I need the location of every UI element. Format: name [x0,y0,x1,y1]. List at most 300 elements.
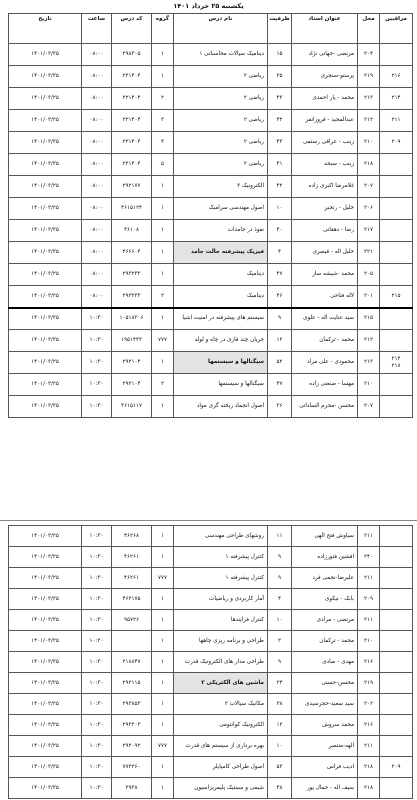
hall-cell: ۲۱۱ [358,610,380,631]
rooms-cell [380,132,413,154]
course-cell: ریاضی ۲ [174,154,268,176]
room-value: ۲۰۹ [391,139,401,145]
teacher-cell: زینب - عراقی رستمی [292,132,358,154]
hall-cell: ۲۲۱ [358,242,380,264]
time-cell: ۱۰:۳۰ [82,778,112,799]
capacity-cell: ۳۸ [268,694,292,715]
hall-cell: ۲۱۲ [358,110,380,132]
table-row [9,568,413,589]
room-value: ۲۱۱ [391,117,401,123]
rooms-cell [380,110,413,132]
rooms-cell [380,220,413,242]
hall-cell: ۲۱۸ [358,154,380,176]
group-cell: ۱ [152,631,174,652]
header-group: گروه [152,14,174,44]
code-cell: ۲۲۱۴۰۴ [112,110,152,132]
rooms-cell [380,308,413,330]
group-cell: ۴ [152,132,174,154]
hall-cell: ۲۰۵ [358,264,380,286]
code-cell: ۴۶۱۵۱۱۷ [112,396,152,418]
hall-cell: ۲۱۱ [358,526,380,547]
capacity-cell: ۱۰ [268,610,292,631]
table-header [9,14,413,44]
capacity-cell: ۴ [268,242,292,264]
course-cell: روشهای طراحی مهندسی [174,526,268,547]
hall-cell: ۲۰۷ [358,396,380,418]
teacher-cell: افشین فتورزاده [292,547,358,568]
code-cell: ۲۹۲۰۹۲ [112,736,152,757]
group-cell: ۱ [152,44,174,66]
group-cell: ۱ [152,66,174,88]
table-row [9,547,413,568]
hall-cell: ۲۱۹ [358,66,380,88]
exam-table-1 [8,13,413,418]
time-cell: ۱۰:۳۰ [82,396,112,418]
code-cell: ۲۹۳۳۰۳ [112,715,152,736]
hall-cell: ۲۱۳ [358,352,380,374]
hall-cell: ۲۱۸ [358,778,380,799]
rooms-cell [380,154,413,176]
hall-cell: ۲۰۹ [358,589,380,610]
time-cell: ۱۰:۳۰ [82,374,112,396]
table-row [9,652,413,673]
course-cell: شیمی و سینتیک پلیمریزاسیون [174,778,268,799]
date-cell: ۱۴۰۱/۰۳/۲۵ [9,176,82,198]
date-cell: ۱۴۰۱/۰۳/۲۵ [9,396,82,418]
rooms-cell [380,631,413,652]
header-hall: محل [358,14,380,44]
time-cell: ۱۰:۳۰ [82,652,112,673]
date-cell: ۱۴۰۱/۰۳/۲۵ [9,110,82,132]
time-cell: ۱۰:۳۰ [82,547,112,568]
room-value: ۲۱۶ [391,73,401,79]
group-cell: ۱ [152,673,174,694]
room-value: ۲۱۸ [391,362,401,369]
header-date: تاریخ [9,14,82,44]
code-cell: ۲۲۱۴۰۴ [112,66,152,88]
hall-cell: ۲۰۱ [358,286,380,308]
course-cell: ریاضی ۲ [174,132,268,154]
teacher-cell: مرتضی - مرادی [292,610,358,631]
date-cell: ۱۴۰۱/۰۳/۲۵ [9,308,82,330]
time-cell: ۱۰:۳۰ [82,631,112,652]
group-cell: ۱ [152,352,174,374]
rooms-cell [380,330,413,352]
code-cell: ۲۹۳۸ [112,778,152,799]
page-gap [0,484,417,520]
capacity-cell: ۵۲ [268,352,292,374]
capacity-cell: ۲۴ [268,673,292,694]
code-cell: ۲۹۲۱۱۵ [112,673,152,694]
rooms-cell [380,673,413,694]
rooms-cell [380,286,413,308]
time-cell: ۰۸:۰۰ [82,66,112,88]
capacity-cell: ۴۸ [268,778,292,799]
time-cell: ۱۰:۳۰ [82,757,112,778]
teacher-cell: رضا - دهقانی [292,220,358,242]
course-cell: طراحی و برنامه ریزی چاهها [174,631,268,652]
group-cell: ۱ [152,694,174,715]
rooms-cell [380,610,413,631]
teacher-cell: سید سعید-حجرسیدی [292,694,358,715]
table-row [9,286,413,308]
teacher-cell: خلیل اله - قیصری [292,242,358,264]
date-cell: ۱۴۰۱/۰۳/۲۵ [9,374,82,396]
group-cell: ۳ [152,110,174,132]
course-cell: مکانیک سیالات ۲ [174,694,268,715]
table-row [9,526,413,547]
table-row [9,220,413,242]
teacher-cell: مهسا - صنعتی زاده [292,374,358,396]
code-cell: ۲۲۱۴۰۴ [112,154,152,176]
header-capacity: ظرفیت [268,14,292,44]
date-cell: ۱۴۰۱/۰۳/۲۵ [9,526,82,547]
course-cell: ریاضی ۲ [174,88,268,110]
course-cell: الکترونیک کوانتومی [174,715,268,736]
time-cell: ۱۰:۳۰ [82,736,112,757]
table-row [9,110,413,132]
code-cell: ۴۶۲۶۱ [112,547,152,568]
date-cell: ۱۴۰۱/۰۳/۲۵ [9,330,82,352]
capacity-cell: ۳۶ [268,396,292,418]
capacity-cell: ۴۱ [268,154,292,176]
course-cell: اصول طراحی کامپایلر [174,757,268,778]
time-cell: ۱۰:۳۰ [82,330,112,352]
group-cell: ۱ [152,610,174,631]
capacity-cell: ۱۵ [268,44,292,66]
course-cell: نفوذ در جامدات [174,220,268,242]
rooms-cell [380,568,413,589]
teacher-cell: محمودی - علی مراد [292,352,358,374]
date-cell: ۱۴۰۱/۰۳/۲۵ [9,757,82,778]
table-row [9,673,413,694]
rooms-cell [380,778,413,799]
hall-cell: ۲۱۷ [358,220,380,242]
group-cell: ۱ [152,242,174,264]
exam-table-2 [8,525,413,799]
group-cell: ۱ [152,176,174,198]
course-cell: ریاضی ۲ [174,66,268,88]
table-row [9,757,413,778]
group-cell: ۵ [152,154,174,176]
time-cell: ۱۰:۳۰ [82,673,112,694]
room-value: ۲۱۵ [391,292,401,299]
group-cell: ۱ [152,652,174,673]
group-cell: ۷۷۷ [152,330,174,352]
code-cell: ۴۶۶۶۰۴ [112,242,152,264]
code-cell: ۲۲۱۴۰۴ [112,132,152,154]
capacity-cell: ۹ [268,652,292,673]
course-cell: کنترل فرایندها [174,610,268,631]
code-cell: ۹۵۷۲۶ [112,610,152,631]
teacher-cell: سید عنایت اله - علوی [292,308,358,330]
capacity-cell: ۴۳ [268,132,292,154]
hall-cell: ۲۱۸ [358,757,380,778]
rooms-cell [380,736,413,757]
teacher-cell: خلیل - رنجبر [292,198,358,220]
code-cell: ۴۶۲۱۷۵ [112,589,152,610]
teacher-cell: الهه-منتصر [292,736,358,757]
capacity-cell: ۴۲ [268,176,292,198]
capacity-cell: ۹ [268,308,292,330]
code-cell: ۲۹۳۸۵۳ [112,694,152,715]
course-cell: بهره برداری از سیستم های قدرت [174,736,268,757]
date-cell: ۱۴۰۱/۰۳/۲۵ [9,44,82,66]
teacher-cell: بابک - نیکوی [292,589,358,610]
time-cell: ۰۸:۰۰ [82,132,112,154]
rooms-cell [380,652,413,673]
code-cell: ۲۲۱۴۰۴ [112,88,152,110]
course-cell: سیگنالها و سیستمها [174,352,268,374]
capacity-cell: ۲ [268,631,292,652]
page-title: یکشنبه ۲۵ خرداد ۱۴۰۱ [173,2,244,10]
rooms-cell [380,176,413,198]
teacher-cell: غلامرضا اکبری زاده [292,176,358,198]
hall-cell: ۲۱۱ [358,568,380,589]
group-cell: ۱ [152,757,174,778]
time-cell: ۱۰:۳۰ [82,715,112,736]
date-cell: ۱۴۰۱/۰۳/۲۵ [9,352,82,374]
time-cell: ۱۰:۳۰ [82,526,112,547]
table-row [9,352,413,374]
code-cell: ۲۹۳۲۳۳ [112,264,152,286]
date-cell: ۱۴۰۱/۰۳/۲۵ [9,132,82,154]
group-cell: ۱ [152,220,174,242]
time-cell: ۰۸:۰۰ [82,220,112,242]
date-cell: ۱۴۰۱/۰۳/۲۵ [9,220,82,242]
time-cell: ۰۸:۰۰ [82,176,112,198]
time-cell: ۱۰:۳۰ [82,352,112,374]
date-cell: ۱۴۰۱/۰۳/۲۵ [9,242,82,264]
header-time: ساعت [82,14,112,44]
group-cell: ۲ [152,374,174,396]
hall-cell: ۲۱۹ [358,673,380,694]
table-row [9,778,413,799]
course-cell: ماشین های الکتریکی ۲ [174,673,268,694]
hall-cell: ۲۱۵ [358,308,380,330]
date-cell: ۱۴۰۱/۰۳/۲۵ [9,736,82,757]
date-cell: ۱۴۰۱/۰۳/۲۵ [9,652,82,673]
course-cell: فیزیک پیشرفته حالت جامد [174,242,268,264]
rooms-cell [380,396,413,418]
course-cell: ریاضی ۲ [174,110,268,132]
rooms-cell [380,242,413,264]
code-cell [112,631,152,652]
course-cell: دینامیک [174,286,268,308]
hall-cell: ۲۰۴ [358,44,380,66]
table-row [9,44,413,66]
date-cell: ۱۴۰۱/۰۳/۲۵ [9,547,82,568]
date-cell: ۱۴۰۱/۰۳/۲۵ [9,673,82,694]
capacity-cell: ۴۰ [268,220,292,242]
hall-cell: ۲۴۰ [358,547,380,568]
table-row [9,374,413,396]
course-cell: سیگنالها و سیستمها [174,374,268,396]
date-cell: ۱۴۰۱/۰۳/۲۵ [9,154,82,176]
table-row [9,610,413,631]
capacity-cell: ۴۲ [268,110,292,132]
exam-schedule-page-2 [0,520,417,800]
course-cell: سیستم های پیشرفته در امنیت اشیا [174,308,268,330]
table-row [9,264,413,286]
capacity-cell: ۴ [268,589,292,610]
hall-cell: ۲۰۶ [358,198,380,220]
group-cell: ۱ [152,396,174,418]
hall-cell: ۲۱۶ [358,652,380,673]
capacity-cell: ۴۷ [268,264,292,286]
date-cell: ۱۴۰۱/۰۳/۲۵ [9,286,82,308]
hall-cell: ۲۱۲ [358,330,380,352]
table-row [9,88,413,110]
room-value: ۲۰۹ [391,763,401,770]
code-cell: ۷۷۲۲۶۰ [112,757,152,778]
time-cell: ۱۰:۳۰ [82,568,112,589]
date-cell: ۱۴۰۱/۰۳/۲۵ [9,694,82,715]
time-cell: ۱۰:۳۰ [82,589,112,610]
time-cell: ۰۸:۰۰ [82,264,112,286]
course-cell: کنترل پیشرفته ۱ [174,547,268,568]
rooms-cell [380,44,413,66]
table-row [9,66,413,88]
teacher-cell: محمد سروش [292,715,358,736]
group-cell: ۱ [152,198,174,220]
date-cell: ۱۴۰۱/۰۳/۲۵ [9,631,82,652]
date-cell: ۱۴۰۱/۰۳/۲۵ [9,568,82,589]
teacher-cell: زینب - سبحه [292,154,358,176]
table-row [9,154,413,176]
code-cell: ۲۹۳۲۳۳ [112,286,152,308]
teacher-cell: لاله فتاحی [292,286,358,308]
capacity-cell: ۲۵ [268,66,292,88]
code-cell: ۴۶۲۶۱ [112,568,152,589]
teacher-cell: محمد - یار احمدی [292,88,358,110]
group-cell: ۱ [152,526,174,547]
course-cell: دینامیک سیالات محاسباتی ۱ [174,44,268,66]
header-course: نام درس [174,14,268,44]
teacher-cell: عبدالمجید - فروزانفر [292,110,358,132]
hall-cell: ۲۱۰ [358,631,380,652]
table-row [9,198,413,220]
teacher-cell: محمد -شیشه ساز [292,264,358,286]
table-row [9,330,413,352]
capacity-cell: ۴۷ [268,374,292,396]
date-cell: ۱۴۰۱/۰۳/۲۵ [9,66,82,88]
date-cell: ۱۴۰۱/۰۳/۲۵ [9,778,82,799]
capacity-cell: ۱۰ [268,198,292,220]
rooms-cell [380,264,413,286]
rooms-cell [380,88,413,110]
code-cell: ۴۶۲۶۸ [112,526,152,547]
capacity-cell: ۱۲ [268,715,292,736]
header-teacher: عنوان استاد [292,14,358,44]
teacher-cell: مرتضی -جهانی نژاد [292,44,358,66]
table-row [9,631,413,652]
code-cell: ۲۹۸۳۰۵ [112,44,152,66]
capacity-cell: ۴۶ [268,286,292,308]
teacher-cell: محمد - ترکمان [292,330,358,352]
group-cell: ۱ [152,715,174,736]
group-cell: ۱ [152,589,174,610]
capacity-cell: ۴۳ [268,88,292,110]
rooms-cell [380,374,413,396]
date-cell: ۱۴۰۱/۰۳/۲۵ [9,589,82,610]
table-row [9,176,413,198]
teacher-cell: پرستو-سنجری [292,66,358,88]
header-code: کد درس [112,14,152,44]
time-cell: ۱۰:۳۰ [82,694,112,715]
time-cell: ۰۸:۰۰ [82,154,112,176]
time-cell: ۱۰:۳۰ [82,308,112,330]
code-cell: ۲۹۲۱۷۷ [112,176,152,198]
table-row [9,242,413,264]
hall-cell: ۲۱۶ [358,715,380,736]
group-cell: ۱ [152,264,174,286]
course-cell: جریان چند فازی در چاه و لوله [174,330,268,352]
group-cell: ۱ [152,308,174,330]
time-cell: ۰۸:۰۰ [82,198,112,220]
hall-cell: ۲۱۳ [358,88,380,110]
time-cell: ۰۸:۰۰ [82,44,112,66]
teacher-cell: محسن-حسنی [292,673,358,694]
time-cell: ۰۸:۰۰ [82,242,112,264]
course-cell: آمار کاربردی و ریاضیات [174,589,268,610]
teacher-cell: سیاوش فتح الهی [292,526,358,547]
table-row [9,736,413,757]
capacity-cell: ۹ [268,547,292,568]
teacher-cell: محمد - ترکمان [292,631,358,652]
rooms-cell [380,66,413,88]
table-row [9,715,413,736]
rooms-cell [380,198,413,220]
teacher-cell: سیف اله - جمال پور [292,778,358,799]
table-row [9,132,413,154]
rooms-cell [380,589,413,610]
date-cell: ۱۴۰۱/۰۳/۲۵ [9,198,82,220]
course-cell: کنترل پیشرفته ۱ [174,568,268,589]
rooms-cell [380,352,413,374]
hall-cell: ۲۰۷ [358,176,380,198]
hall-cell: ۲۱۰ [358,132,380,154]
teacher-cell: علیرضا-نجمی فرد [292,568,358,589]
table-row [9,694,413,715]
header-rooms: مراقبین [380,14,413,44]
rooms-cell [380,757,413,778]
time-cell: ۰۸:۰۰ [82,110,112,132]
hall-cell: ۲۱۰ [358,374,380,396]
rooms-cell [380,547,413,568]
course-cell: دینامیک [174,264,268,286]
group-cell: ۱ [152,778,174,799]
course-cell: الکترونیک ۳ [174,176,268,198]
table-row [9,396,413,418]
rooms-cell [380,694,413,715]
rooms-cell [380,526,413,547]
capacity-cell: ۱۱ [268,526,292,547]
code-cell: ۴۶۱۰۸ [112,220,152,242]
code-cell: ۱۰۵۱۸۲۰۶ [112,308,152,330]
group-cell: ۷۷۷ [152,568,174,589]
course-cell: اصول انجماد ریخته گری مواد [174,396,268,418]
code-cell: ۲۹۲۱۰۴ [112,352,152,374]
group-cell: ۱ [152,547,174,568]
time-cell: ۰۸:۰۰ [82,88,112,110]
date-cell: ۱۴۰۱/۰۳/۲۵ [9,610,82,631]
date-cell: ۱۴۰۱/۰۳/۲۵ [9,264,82,286]
table-row [9,308,413,330]
capacity-cell: ۵۳ [268,757,292,778]
capacity-cell: ۹ [268,568,292,589]
code-cell: ۱۹۵۱۴۴۳ [112,330,152,352]
